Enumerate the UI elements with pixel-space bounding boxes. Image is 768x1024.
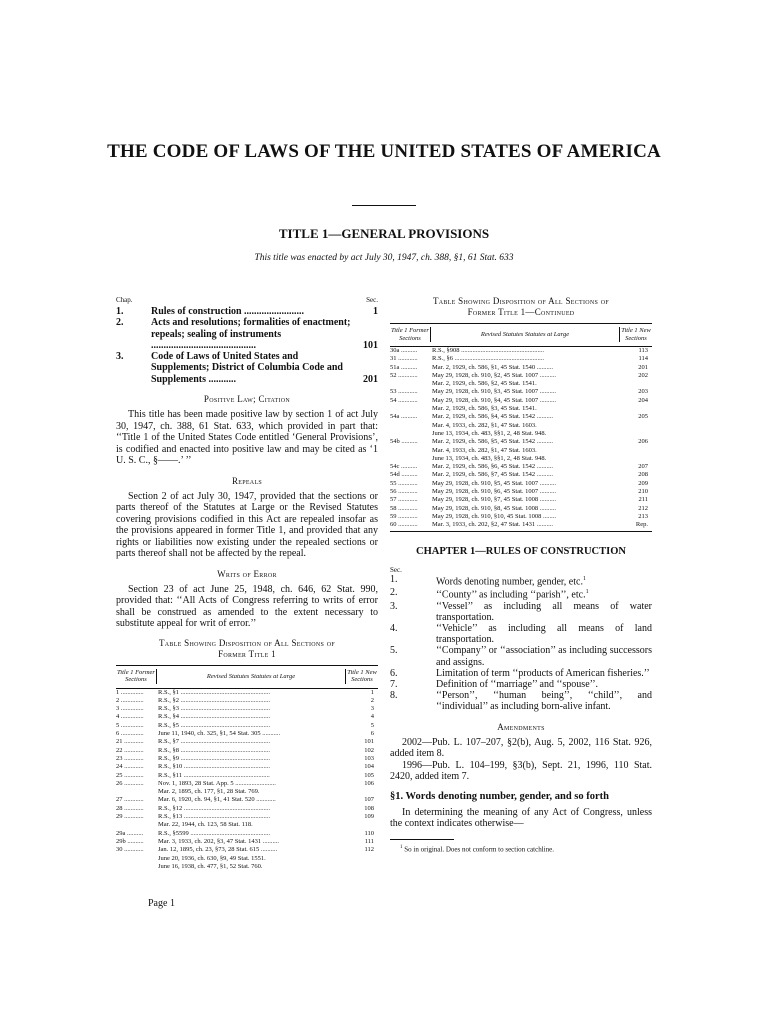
former-section: 54c .......... (390, 463, 418, 471)
former-section (390, 455, 430, 463)
former-section (116, 855, 156, 863)
former-section: 1 .............. (116, 688, 144, 696)
new-section: 106 (364, 779, 374, 787)
toc-section-number: 2. (390, 587, 398, 599)
statute-citation: Mar. 3, 1933, ch. 202, §3, 47 Stat. 1431 .......... (158, 837, 279, 845)
former-section (390, 422, 430, 430)
statute-citation: May 29, 1928, ch. 910, §7, 45 Stat. 1008 .......... (432, 496, 557, 504)
chapter-list-header (116, 296, 378, 304)
table-row (116, 788, 378, 796)
statute-citation: R.S., §2 ....................................................... (158, 696, 270, 704)
table-row (390, 463, 652, 471)
table-body (116, 689, 378, 872)
former-section (116, 788, 156, 796)
former-section (390, 380, 430, 388)
former-section: 3 .............. (116, 705, 144, 713)
footnote-rule (390, 839, 454, 840)
former-section: 54a .......... (390, 413, 418, 421)
statute-citation: Mar. 2, 1929, ch. 586, §3, 45 Stat. 1541. (432, 405, 537, 413)
statute-citation: R.S., §908 ................................................... (432, 347, 544, 354)
statute-citation: Mar. 2, 1929, ch. 586, §2, 45 Stat. 1541. (432, 380, 537, 388)
statute-citation: May 29, 1928, ch. 910, §8, 45 Stat. 1008 .......... (432, 504, 557, 512)
footnote (390, 843, 652, 854)
header-new: Title 1 New Sections (347, 668, 377, 684)
statute-citation: Mar. 3, 1933, ch. 202, §2, 47 Stat. 1431 .......... (432, 521, 553, 529)
new-section (346, 821, 378, 829)
statute-citation: R.S., §13 ..................................................... (158, 813, 270, 821)
chapter1-toc (390, 574, 652, 713)
table-row (390, 496, 652, 504)
page-number: Page 1 (148, 898, 175, 909)
toc-entry (390, 601, 652, 623)
former-section (116, 821, 156, 829)
table-row (116, 821, 378, 829)
new-section (346, 855, 378, 863)
new-section: 111 (364, 837, 374, 845)
table-row (116, 755, 378, 763)
statute-citation: Mar. 2, 1929, ch. 586, §1, 45 Stat. 1540 .......... (432, 363, 553, 371)
table-row (116, 838, 378, 846)
table-row (116, 846, 378, 854)
amendment-1996: 1996—Pub. L. 104–199, §3(b), Sept. 21, 1996, 110 Stat. 2420, added item 7. (390, 759, 652, 783)
table-row (116, 772, 378, 780)
toc-title-text: ‘‘Company’’ or ‘‘association’’ as including successors and assigns. (436, 645, 652, 668)
table1-caption: Table Showing Disposition of All Sections of Former Title 1 (158, 637, 336, 659)
positive-law-heading: Positive Law; Citation (203, 394, 291, 405)
new-section: 102 (364, 746, 374, 754)
statute-citation: Mar. 2, 1929, ch. 586, §4, 45 Stat. 1542 .......... (432, 413, 553, 421)
former-section: 28 ............ (116, 804, 144, 812)
statute-citation: R.S., §12 ..................................................... (158, 804, 270, 812)
statute-citation: June 11, 1940, ch. 325, §1, 54 Stat. 305 ........... (158, 730, 281, 738)
table-row (390, 397, 652, 405)
statute-citation: R.S., §11 ..................................................... (158, 771, 270, 779)
title-heading: TITLE 1—GENERAL PROVISIONS (278, 226, 490, 241)
enactment-note: This title was enacted by act July 30, 1947, ch. 388, §1, 61 Stat. 633 (254, 253, 514, 263)
former-section: 55 ............ (390, 479, 418, 487)
former-section: 30a .......... (390, 347, 418, 354)
statute-citation: May 29, 1928, ch. 910, §2, 45 Stat. 1007 .......... (432, 371, 557, 379)
statute-citation: Mar. 2, 1929, ch. 586, §6, 45 Stat. 1542 .......... (432, 463, 553, 471)
statute-citation: Mar. 2, 1929, ch. 586, §5, 45 Stat. 1542 .......... (432, 438, 553, 446)
toc-entry (390, 623, 652, 645)
table-bottom-rule (390, 531, 652, 532)
statute-citation: R.S., §4 ....................................................... (158, 713, 270, 721)
statute-citation: R.S., §3 ....................................................... (158, 705, 270, 713)
table-row (390, 347, 652, 355)
former-section (390, 430, 430, 438)
new-section: 112 (364, 846, 374, 854)
former-section: 5 .............. (116, 721, 144, 729)
toc-section-title (436, 668, 652, 679)
statute-citation: May 29, 1928, ch. 910, §10, 45 Stat. 1008 ........ (432, 512, 557, 520)
table-row (390, 488, 652, 496)
former-section: 30 ............ (116, 846, 144, 854)
table-row (116, 805, 378, 813)
toc-section-title (436, 690, 652, 712)
toc-title-text: Words denoting number, gender, etc. (436, 575, 583, 587)
statute-citation: R.S., §5599 ................................................. (158, 829, 270, 837)
former-section: 24 ............ (116, 763, 144, 771)
table-row (390, 380, 652, 388)
table-row (390, 422, 652, 430)
disposition-table-1 (116, 665, 378, 872)
new-section: 207 (638, 463, 648, 471)
table-row (390, 513, 652, 521)
former-section (390, 447, 430, 455)
statute-citation: May 29, 1928, ch. 910, §3, 45 Stat. 1007 .......... (432, 388, 557, 396)
statute-citation: Nov. 1, 1893, 28 Stat. App. 5 ......................... (158, 779, 276, 787)
header-statutes: Revised Statutes Statutes at Large (156, 669, 346, 684)
footnote-text: So in original. Does not conform to section catchline. (404, 844, 554, 853)
table-row (116, 830, 378, 838)
toc-title-text: Limitation of term ‘‘products of American fisheries.’’ (436, 667, 650, 679)
table-header (116, 665, 378, 689)
statute-citation: Mar. 22, 1944, ch. 123, 58 Stat. 118. (158, 821, 253, 829)
new-section (620, 447, 652, 455)
table-row (390, 413, 652, 421)
new-section (620, 405, 652, 413)
toc-entry (390, 679, 652, 690)
former-section: 54d .......... (390, 471, 418, 479)
toc-title-text: ‘‘County’’ as including ‘‘parish’’, etc. (436, 589, 586, 601)
chapter-section: 201 (363, 373, 378, 385)
new-section: 205 (638, 413, 648, 421)
former-section: 2 .............. (116, 696, 144, 704)
former-section: 29b .......... (116, 837, 144, 845)
former-section: 56 ............ (390, 488, 418, 496)
table-row (116, 722, 378, 730)
toc-entry (390, 690, 652, 712)
chapter-entry (116, 317, 378, 351)
left-column (116, 296, 378, 871)
chapter-title: Code of Laws of United States and Supplements; District of Columbia Code and Supplements ........... (151, 351, 343, 385)
toc-section-title (436, 645, 652, 667)
new-section: 4 (370, 713, 374, 721)
statute-citation: R.S., §8 ....................................................... (158, 746, 270, 754)
table-row (390, 430, 652, 438)
new-section (620, 380, 652, 388)
table-row (390, 447, 652, 455)
former-section (390, 405, 430, 413)
header-statutes: Revised Statutes Statutes at Large (430, 327, 620, 342)
table-row (390, 471, 652, 479)
amendment-2002: 2002—Pub. L. 107–207, §2(b), Aug. 5, 2002, 116 Stat. 926, added item 8. (390, 736, 652, 760)
positive-law-text: This title has been made positive law by section 1 of act July 30, 1947, ch. 388, 61 Stat. 633, which provided in part that: ‘‘Title 1 of the United States Code entitled ‘General Provisions’, is codified and enacted into positive law and may be cited as ‘1 U. S. C., §——.’ ’’ (116, 409, 378, 467)
table-row (116, 705, 378, 713)
new-section: 107 (364, 796, 374, 804)
new-section: 105 (364, 771, 374, 779)
toc-section-number: 8. (390, 690, 398, 702)
former-section: 22 ............ (116, 746, 144, 754)
table-row (390, 372, 652, 380)
former-section: 29a .......... (116, 829, 144, 837)
new-section (346, 788, 378, 796)
table-row (390, 521, 652, 529)
chapter-entry (116, 306, 378, 317)
statute-citation: Mar. 2, 1929, ch. 586, §7, 45 Stat. 1542 .......... (432, 471, 553, 479)
chapter-number: 3. (116, 351, 124, 363)
new-section: 202 (638, 371, 648, 379)
table-row (390, 364, 652, 372)
toc-title-text: Definition of ‘‘marriage’’ and ‘‘spouse’’. (436, 679, 599, 691)
chapter-section: 1 (373, 306, 378, 317)
table-header (390, 323, 652, 347)
section1-text: In determining the meaning of any Act of Congress, unless the context indicates otherwise— (390, 806, 652, 830)
new-section: 1 (370, 688, 374, 696)
statute-citation: R.S., §1 ....................................................... (158, 688, 270, 696)
statute-citation: May 29, 1928, ch. 910, §4, 45 Stat. 1007 .......... (432, 396, 557, 404)
right-column (390, 296, 652, 854)
table-row (390, 455, 652, 463)
new-section: 113 (638, 347, 648, 354)
writs-text: Section 23 of act June 25, 1948, ch. 646, 62 Stat. 990, provided that: ‘‘All Acts of Congress referring to writs of error shall be construed as amended to the extent necessary to substitute appeal for writ of error.’’ (116, 583, 378, 630)
new-section: 204 (638, 396, 648, 404)
table-row (390, 405, 652, 413)
new-section: Rep. (635, 521, 648, 529)
chapter-entry (116, 351, 378, 385)
new-section: 210 (638, 488, 648, 496)
statute-citation: Jan. 12, 1895, ch. 23, §73, 28 Stat. 615 .......... (158, 846, 278, 854)
former-section: 52 ............ (390, 371, 418, 379)
new-section: 206 (638, 438, 648, 446)
statute-citation: R.S., §7 ....................................................... (158, 738, 270, 746)
former-section: 4 .............. (116, 713, 144, 721)
table-row (116, 796, 378, 804)
new-section: 203 (638, 388, 648, 396)
toc-entry (390, 668, 652, 679)
new-section: 110 (364, 829, 374, 837)
chapter1-sec-label: Sec. (390, 565, 402, 574)
former-section: 31 ............ (390, 355, 418, 363)
new-section: 6 (370, 730, 374, 738)
toc-section-number: 6. (390, 667, 398, 679)
toc-section-title (436, 601, 652, 623)
writs-heading: Writs of Error (217, 568, 277, 579)
new-section: 109 (364, 813, 374, 821)
amendments-heading: Amendments (497, 721, 545, 732)
statute-citation: R.S., §9 ....................................................... (158, 754, 270, 762)
statute-citation: May 29, 1928, ch. 910, §6, 45 Stat. 1007 .......... (432, 488, 557, 496)
table-row (116, 747, 378, 755)
table-row (116, 763, 378, 771)
toc-section-number: 1. (390, 573, 398, 585)
new-section (620, 422, 652, 430)
statute-citation: Mar. 2, 1895, ch. 177, §1, 28 Stat. 769. (158, 788, 260, 796)
table-row (116, 855, 378, 863)
table-row (390, 355, 652, 363)
toc-entry (390, 587, 652, 601)
former-section: 54 ............ (390, 396, 418, 404)
toc-section-number: 3. (390, 600, 398, 612)
section1-heading: §1. Words denoting number, gender, and so forth (390, 790, 609, 802)
new-section: 209 (638, 479, 648, 487)
toc-section-number: 4. (390, 623, 398, 634)
new-section: 211 (638, 496, 648, 504)
table-row (390, 388, 652, 396)
footnote-mark: 1 (400, 844, 403, 850)
former-section: 53 ............ (390, 388, 418, 396)
header-former: Title 1 Former Sections (117, 668, 155, 684)
chapter-section: 101 (363, 339, 378, 351)
toc-footnote-mark: 1 (582, 575, 586, 582)
table-row (390, 438, 652, 446)
toc-title-text: ‘‘Vehicle’’ as including all means of land transportation. (436, 623, 652, 646)
new-section (620, 430, 652, 438)
chap-label: Chap. (116, 296, 133, 304)
new-section: 213 (638, 512, 648, 520)
chapter-title: Acts and resolutions; formalities of enactment; repeals; sealing of instruments .......................................... (151, 317, 351, 351)
chapter-number: 2. (116, 317, 124, 329)
former-section: 25 ............ (116, 771, 144, 779)
table-row (390, 480, 652, 488)
former-section: 29 ............ (116, 813, 144, 821)
former-section: 51a .......... (390, 363, 418, 371)
former-section: 59 ............ (390, 512, 418, 520)
statute-citation: R.S., §10 ..................................................... (158, 763, 270, 771)
new-section: 104 (364, 763, 374, 771)
former-section: 21 ............ (116, 738, 144, 746)
chapter-number: 1. (116, 306, 124, 317)
statute-citation: R.S., §6 ....................................................... (432, 355, 544, 363)
repeals-text: Section 2 of act July 30, 1947, provided that the sections or parts thereof of the Statutes at Large or the Revised Statutes covering provisions codified in this Act are repealed insofar as the provisions appeared in former Title 1, and provided that any rights or liabilities now existing under the repealed sections or parts thereof shall not be affected by the repeal. (116, 490, 378, 560)
table-row (116, 697, 378, 705)
toc-entry (390, 645, 652, 667)
statute-citation: R.S., §5 ....................................................... (158, 721, 270, 729)
statute-citation: Mar. 4, 1933, ch. 282, §1, 47 Stat. 1603. (432, 421, 537, 429)
new-section: 201 (638, 363, 648, 371)
former-section: 6 .............. (116, 730, 144, 738)
table-row (390, 505, 652, 513)
toc-section-title (436, 574, 652, 588)
former-section: 27 ............ (116, 796, 144, 804)
toc-section-title (436, 623, 652, 645)
former-section (116, 863, 156, 871)
new-section: 208 (638, 471, 648, 479)
toc-section-title (436, 679, 652, 690)
new-section: 2 (370, 696, 374, 704)
statute-citation: June 16, 1938, ch. 477, §1, 52 Stat. 760. (158, 862, 263, 870)
former-section: 60 ............ (390, 521, 418, 529)
document-title: THE CODE OF LAWS OF THE UNITED STATES OF AMERICA (107, 141, 661, 162)
statute-citation: Mar. 6, 1920, ch. 94, §1, 41 Stat. 520 ............ (158, 796, 276, 804)
table-row (116, 689, 378, 697)
chapter1-heading: CHAPTER 1—RULES OF CONSTRUCTION (416, 545, 626, 557)
new-section (346, 863, 378, 871)
table-row (116, 863, 378, 871)
new-section: 108 (364, 804, 374, 812)
new-section (620, 455, 652, 463)
new-section: 114 (638, 355, 648, 363)
former-section: 58 ............ (390, 504, 418, 512)
disposition-table-2 (390, 323, 652, 532)
table-row (116, 738, 378, 746)
former-section: 23 ............ (116, 754, 144, 762)
header-former: Title 1 Former Sections (391, 327, 429, 342)
new-section: 103 (364, 754, 374, 762)
table2-caption: Table Showing Disposition of All Sections of Former Title 1—Continued (432, 296, 610, 317)
new-section: 5 (370, 721, 374, 729)
toc-section-number: 7. (390, 679, 398, 691)
new-section: 101 (364, 738, 374, 746)
statute-citation: Mar. 4, 1933, ch. 282, §1, 47 Stat. 1603. (432, 446, 537, 454)
chapter-list (116, 306, 378, 385)
table-row (116, 730, 378, 738)
toc-section-number: 5. (390, 645, 398, 657)
former-section: 57 ............ (390, 496, 418, 504)
table-body (390, 347, 652, 530)
new-section: 212 (638, 504, 648, 512)
statute-citation: May 29, 1928, ch. 910, §5, 45 Stat. 1007 .......... (432, 479, 557, 487)
table-row (116, 813, 378, 821)
table-row (116, 713, 378, 721)
statute-citation: June 20, 1936, ch. 630, §9, 49 Stat. 1551. (158, 854, 266, 862)
title-divider (352, 205, 416, 206)
statute-citation: June 13, 1934, ch. 483, §§1, 2, 48 Stat. 948. (432, 429, 547, 437)
former-section: 54b .......... (390, 438, 418, 446)
header-new: Title 1 New Sections (621, 327, 651, 342)
toc-title-text: ‘‘Person’’, ‘‘human being’’, ‘‘child’’, and ‘‘individual’’ as including born-alive infant. (436, 690, 652, 713)
chapter-title: Rules of construction ........................ (151, 306, 305, 317)
repeals-heading: Repeals (231, 475, 263, 486)
toc-entry (390, 574, 652, 588)
new-section: 3 (370, 705, 374, 713)
sec-label: Sec. (366, 296, 378, 304)
toc-section-title (436, 587, 652, 601)
statute-citation: June 13, 1934, ch. 483, §§1, 2, 48 Stat. 948. (432, 454, 547, 462)
table-row (116, 780, 378, 788)
former-section: 26 ............ (116, 779, 144, 787)
toc-footnote-mark: 1 (585, 589, 589, 596)
toc-title-text: ‘‘Vessel’’ as including all means of water transportation. (436, 600, 652, 623)
